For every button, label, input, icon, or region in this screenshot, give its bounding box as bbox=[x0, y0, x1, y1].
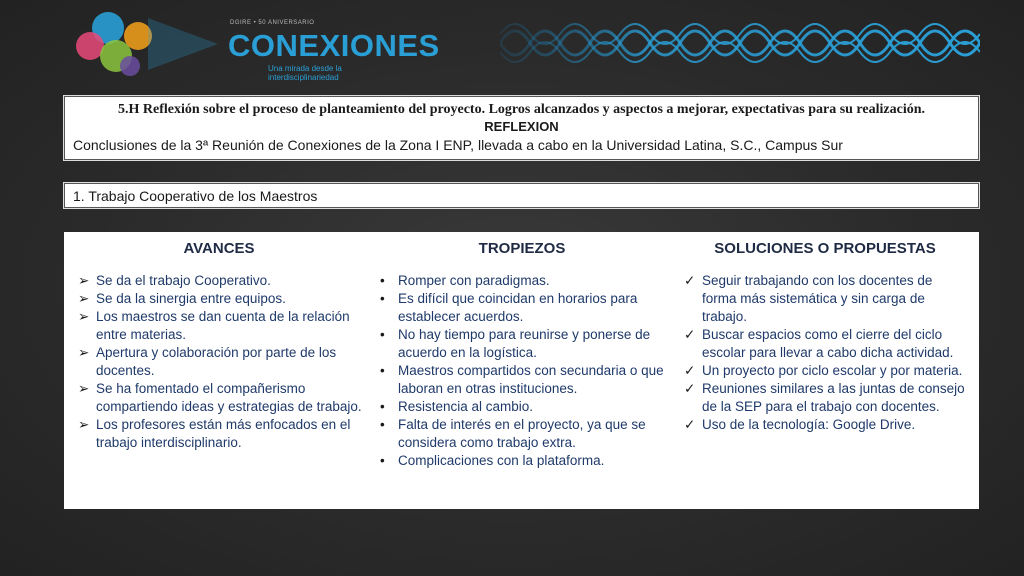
conexiones-logo bbox=[68, 8, 440, 82]
list-item bbox=[74, 290, 364, 308]
column-header: SOLUCIONES O PROPUESTAS bbox=[714, 240, 936, 257]
bullet-marker: ✓ bbox=[684, 381, 696, 396]
list-item bbox=[680, 362, 970, 380]
list-item bbox=[74, 416, 364, 452]
column-soluciones bbox=[680, 232, 970, 509]
bullet-marker: • bbox=[380, 453, 385, 468]
list-item bbox=[376, 290, 668, 326]
list-item-text: Se da el trabajo Cooperativo. bbox=[96, 273, 271, 288]
bullet-marker: • bbox=[380, 291, 385, 306]
list-item-text: Los maestros se dan cuenta de la relación entre materias. bbox=[96, 309, 350, 342]
list-item-text: Complicaciones con la plataforma. bbox=[398, 453, 605, 468]
list-item-text: Apertura y colaboración por parte de los docentes. bbox=[96, 345, 337, 378]
item-list bbox=[376, 272, 668, 470]
topic-title: 1. Trabajo Cooperativo de los Maestros bbox=[73, 188, 318, 204]
logo-wordmark: CONEXIONES bbox=[228, 28, 440, 63]
list-item bbox=[680, 326, 970, 362]
list-item bbox=[376, 326, 668, 362]
bullet-marker: • bbox=[380, 417, 385, 432]
list-item bbox=[74, 344, 364, 380]
list-item-text: Romper con paradigmas. bbox=[398, 273, 550, 288]
list-item-text: Buscar espacios como el cierre del ciclo escolar para llevar a cabo dicha actividad. bbox=[702, 327, 954, 360]
bullet-marker: • bbox=[380, 273, 385, 288]
bullet-marker: ➢ bbox=[78, 273, 90, 288]
list-item-text: Los profesores están más enfocados en el trabajo interdisciplinario. bbox=[96, 417, 351, 450]
conclusions-line: Conclusiones de la 3ª Reunión de Conexiones de la Zona I ENP, llevada a cabo en la Universidad Latina, S.C., Campus Sur bbox=[73, 137, 843, 153]
list-item bbox=[376, 272, 668, 290]
bullet-marker: ✓ bbox=[684, 273, 696, 288]
summary-table bbox=[64, 232, 979, 509]
logo-tagline: DGIRE • 50 ANIVERSARIO bbox=[230, 20, 315, 26]
logo-emblem-icon bbox=[68, 8, 218, 80]
list-item-text: Un proyecto por ciclo escolar y por materia. bbox=[702, 363, 963, 378]
section-title: 5.H Reflexión sobre el proceso de planteamiento del proyecto. Logros alcanzados y aspectos a mejorar, expectativas para su realización. bbox=[118, 102, 925, 117]
reflection-header-box bbox=[64, 96, 979, 160]
bullet-marker: ➢ bbox=[78, 309, 90, 324]
bullet-marker: ➢ bbox=[78, 417, 90, 432]
column-header: TROPIEZOS bbox=[478, 240, 566, 257]
list-item-text: Maestros compartidos con secundaria o que laboran en otras instituciones. bbox=[398, 363, 664, 396]
item-list bbox=[74, 272, 364, 452]
list-item-text: Falta de interés en el proyecto, ya que se considera como trabajo extra. bbox=[398, 417, 646, 450]
bullet-marker: ➢ bbox=[78, 381, 90, 396]
list-item bbox=[74, 308, 364, 344]
bullet-marker: ➢ bbox=[78, 345, 90, 360]
list-item bbox=[376, 452, 668, 470]
list-item-text: Se da la sinergia entre equipos. bbox=[96, 291, 286, 306]
bullet-marker: ✓ bbox=[684, 417, 696, 432]
column-avances bbox=[74, 232, 364, 509]
list-item bbox=[680, 416, 970, 434]
list-item bbox=[74, 380, 364, 416]
list-item bbox=[680, 272, 970, 326]
bullet-marker: • bbox=[380, 363, 385, 378]
list-item bbox=[74, 272, 364, 290]
decorative-wave-icon bbox=[500, 14, 980, 72]
column-tropiezos bbox=[376, 232, 668, 509]
reflexion-label: REFLEXION bbox=[484, 119, 559, 134]
bullet-marker: ➢ bbox=[78, 291, 90, 306]
bullet-marker: ✓ bbox=[684, 363, 696, 378]
list-item bbox=[680, 380, 970, 416]
bullet-marker: ✓ bbox=[684, 327, 696, 342]
list-item bbox=[376, 362, 668, 398]
list-item bbox=[376, 398, 668, 416]
bullet-marker: • bbox=[380, 399, 385, 414]
bullet-marker: • bbox=[380, 327, 385, 342]
column-header: AVANCES bbox=[183, 240, 255, 257]
item-list bbox=[680, 272, 970, 434]
list-item-text: Uso de la tecnología: Google Drive. bbox=[702, 417, 916, 432]
list-item-text: Se ha fomentado el compañerismo compartiendo ideas y estrategias de trabajo. bbox=[96, 381, 362, 414]
list-item-text: Es difícil que coincidan en horarios para establecer acuerdos. bbox=[398, 291, 638, 324]
logo-subtitle: Una mirada desde la interdisciplinariedad bbox=[268, 64, 342, 82]
list-item-text: No hay tiempo para reunirse y ponerse de acuerdo en la logística. bbox=[398, 327, 651, 360]
list-item-text: Reuniones similares a las juntas de consejo de la SEP para el trabajo con docentes. bbox=[702, 381, 965, 414]
topic-box bbox=[64, 183, 979, 208]
list-item-text: Resistencia al cambio. bbox=[398, 399, 534, 414]
list-item-text: Seguir trabajando con los docentes de forma más sistemática y sin carga de trabajo. bbox=[702, 273, 933, 324]
list-item bbox=[376, 416, 668, 452]
